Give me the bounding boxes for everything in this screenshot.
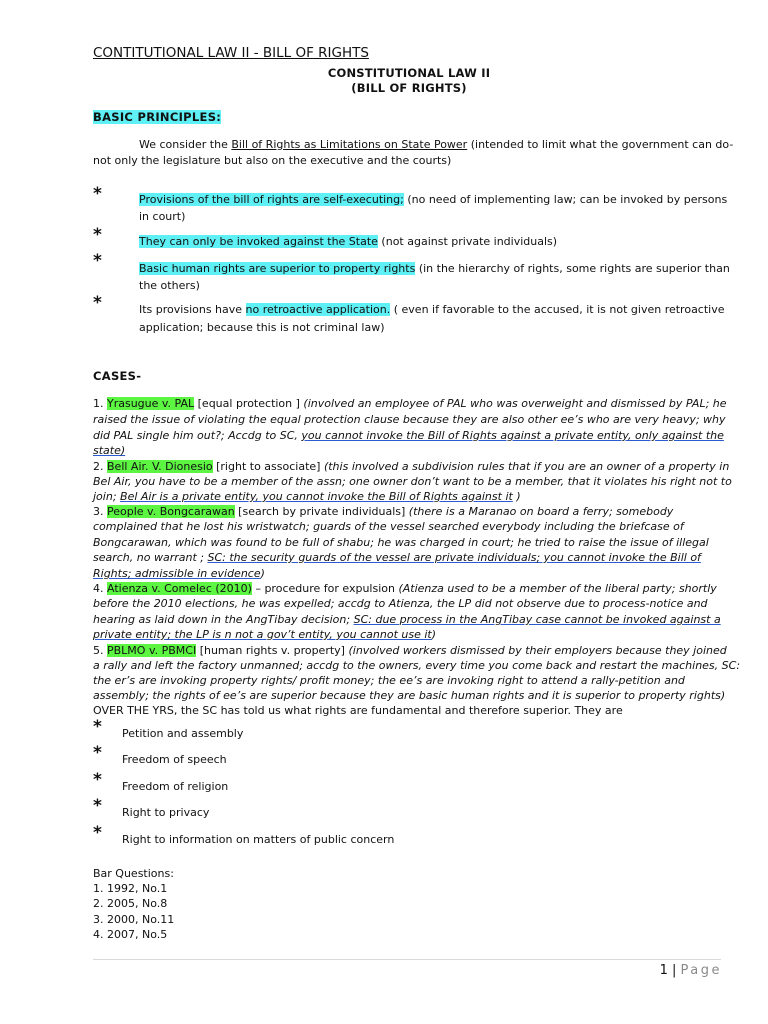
intro-text-cont: (intended to limit what the government can do- (467, 138, 734, 151)
principle-4-line2: application; because this is not criminal law) (139, 321, 385, 334)
case-1-tag: [equal protection ] (194, 397, 304, 410)
bar-question-item: 2. 2005, No.8 (93, 897, 168, 910)
intro-text: We consider the (139, 138, 232, 151)
principle-3 (139, 261, 730, 278)
case-5-name: PBLMO v. PBMCI (107, 644, 197, 657)
principle-1-highlight: Provisions of the bill of rights are self-executing; (139, 193, 404, 206)
principle-4-highlight: no retroactive application. (245, 303, 391, 316)
case-1-ruling: you cannot invoke the Bill of Rights against a private entity, only against the (301, 429, 724, 442)
case-3-line4 (93, 550, 701, 567)
case-1-ruling-cont: state) (93, 444, 126, 457)
page-number-separator: | (667, 963, 681, 978)
case-1-line3 (93, 428, 724, 445)
basic-principles-heading: BASIC PRINCIPLES: (93, 110, 222, 124)
principle-4 (139, 302, 725, 319)
bar-question-item: 3. 2000, No.11 (93, 913, 175, 926)
right-item: Right to privacy (122, 806, 210, 819)
case-5-line3: the er’s are invoking property rights/ profit money; the ee’s are invoking right to attend a rally-petition and (93, 674, 685, 687)
case-3-line4-text: search, no warrant ; (93, 551, 208, 564)
document-title: CONSTITUTIONAL LAW II (327, 66, 491, 80)
case-3-tag: [search by private individuals] (234, 505, 409, 518)
bullet-star: * (93, 796, 102, 816)
principle-2 (139, 234, 557, 251)
intro-paragraph (139, 137, 733, 154)
case-3-text: (there is a Maranao on board a ferry; somebody (408, 505, 674, 518)
right-item: Petition and assembly (122, 727, 244, 740)
case-5-tag: [human rights v. property] (196, 644, 349, 657)
case-4-line3-text: hearing as laid down in the AngTibay decision; (93, 613, 354, 626)
right-item: Freedom of religion (122, 780, 229, 793)
bar-question-item: 1. 1992, No.1 (93, 882, 168, 895)
intro-paragraph-line2: not only the legislature but also on the executive and the courts) (93, 154, 452, 167)
bullet-star: * (93, 293, 102, 313)
document-header: CONTITUTIONAL LAW II - BILL OF RIGHTS (93, 45, 369, 61)
case-1-name: Yrasugue v. PAL (107, 397, 195, 410)
case-5-text: (involved workers dismissed by their employers because they joined (348, 644, 727, 657)
case-1-line2: raised the issue of violating the equal protection clause because they are also other ee’s who are very heavy; why (93, 413, 726, 426)
case-5-line2: a rally and left the factory unmanned; accdg to the owners, every time you come back and restart the machines, SC: (93, 659, 741, 672)
case-5-number: 5. (93, 644, 107, 657)
principle-4-pre: Its provisions have (139, 303, 246, 316)
case-3-number: 3. (93, 505, 107, 518)
case-2-line3-end: ) (512, 490, 521, 503)
right-item: Freedom of speech (122, 753, 227, 766)
case-1 (93, 396, 727, 413)
footer-divider (93, 959, 721, 960)
case-4-text: (Atienza used to be a member of the liberal party; shortly (398, 582, 717, 595)
principle-4-text: ( even if favorable to the accused, it is not given retroactive (390, 303, 725, 316)
case-3-ruling-cont: Rights; admissible in evidence (93, 567, 261, 580)
case-2-tag: [right to associate] (212, 460, 324, 473)
case-1-line4 (93, 443, 125, 460)
case-2-ruling: Bel Air is a private entity, you cannot invoke the Bill of Rights against it (120, 490, 513, 503)
bullet-star: * (93, 743, 102, 763)
bullet-star: * (93, 251, 102, 271)
principle-3-highlight: Basic human rights are superior to property rights (139, 262, 416, 275)
intro-link-text: Bill of Rights as Limitations on State Power (231, 138, 468, 151)
bar-question-item: 4. 2007, No.5 (93, 928, 168, 941)
case-4-ruling-cont: private entity; the LP is n not a gov’t entity, you cannot use it (93, 628, 432, 641)
over-the-years-text: OVER THE YRS, the SC has told us what rights are fundamental and therefore superior. They are (93, 704, 623, 717)
page-number-value: 1 (659, 963, 668, 978)
bullet-star: * (93, 770, 102, 790)
principle-3-text: (in the hierarchy of rights, some rights are superior than (415, 262, 730, 275)
bullet-star: * (93, 184, 102, 204)
case-2-name: Bell Air. V. Dionesio (107, 460, 213, 473)
case-1-line3-text: did PAL single him out?; Accdg to SC, (93, 429, 302, 442)
case-4-tag: – procedure for expulsion (251, 582, 399, 595)
case-2-number: 2. (93, 460, 107, 473)
case-1-text: (involved an employee of PAL who was overweight and dismissed by PAL; he (303, 397, 727, 410)
case-4-ruling: SC: due process in the AngTibay case cannot be invoked against a (353, 613, 721, 626)
right-item: Right to information on matters of public concern (122, 833, 395, 846)
case-1-number: 1. (93, 397, 107, 410)
cases-heading: CASES- (93, 369, 142, 383)
case-3-line3: Bongcarawan, which was found to be full of shabu; he was charged in court; he tried to raise the issue of illegal (93, 536, 709, 549)
case-3-line5-end: ) (260, 567, 265, 580)
case-4-number: 4. (93, 582, 107, 595)
principle-1-line2: in court) (139, 210, 186, 223)
case-4-line4 (93, 627, 436, 644)
case-3-line2: complained that he lost his wristwatch; guards of the vessel searched everybody including the briefcase of (93, 520, 684, 533)
principle-2-text: (not against private individuals) (377, 235, 558, 248)
bullet-star: * (93, 225, 102, 245)
case-3-name: People v. Bongcarawan (107, 505, 235, 518)
case-4-name: Atienza v. Comelec (2010) (107, 582, 252, 595)
page-number (660, 963, 722, 978)
case-4-line2: before the 2010 elections, he was expelled; accdg to Atienza, the LP did not observe due to process-notice and (93, 597, 708, 610)
case-2-line3-text: join; (93, 490, 121, 503)
bar-questions-heading: Bar Questions: (93, 867, 174, 880)
case-3-ruling: SC: the security guards of the vessel are private individuals; you cannot invoke the Bill of (207, 551, 701, 564)
case-5-line4: assembly; the rights of ee’s are superior because they are basic human rights and it is superior to property rights) (93, 689, 726, 702)
principle-1-text: (no need of implementing law; can be invoked by persons (403, 193, 728, 206)
document-subtitle: (BILL OF RIGHTS) (351, 81, 467, 95)
case-2-line2: Bel Air, you have to be a member of the assn; one owner don’t want to be a member, that it violates his right not to (93, 475, 732, 488)
principle-1 (139, 192, 727, 209)
page-label: Page (680, 963, 722, 978)
bullet-star: * (93, 717, 102, 737)
bullet-star: * (93, 823, 102, 843)
principle-3-line2: the others) (139, 279, 200, 292)
case-2-text: (this involved a subdivision rules that if you are an owner of a property in (323, 460, 730, 473)
principle-2-highlight: They can only be invoked against the State (139, 235, 378, 248)
case-4-line4-end: ) (431, 628, 437, 641)
